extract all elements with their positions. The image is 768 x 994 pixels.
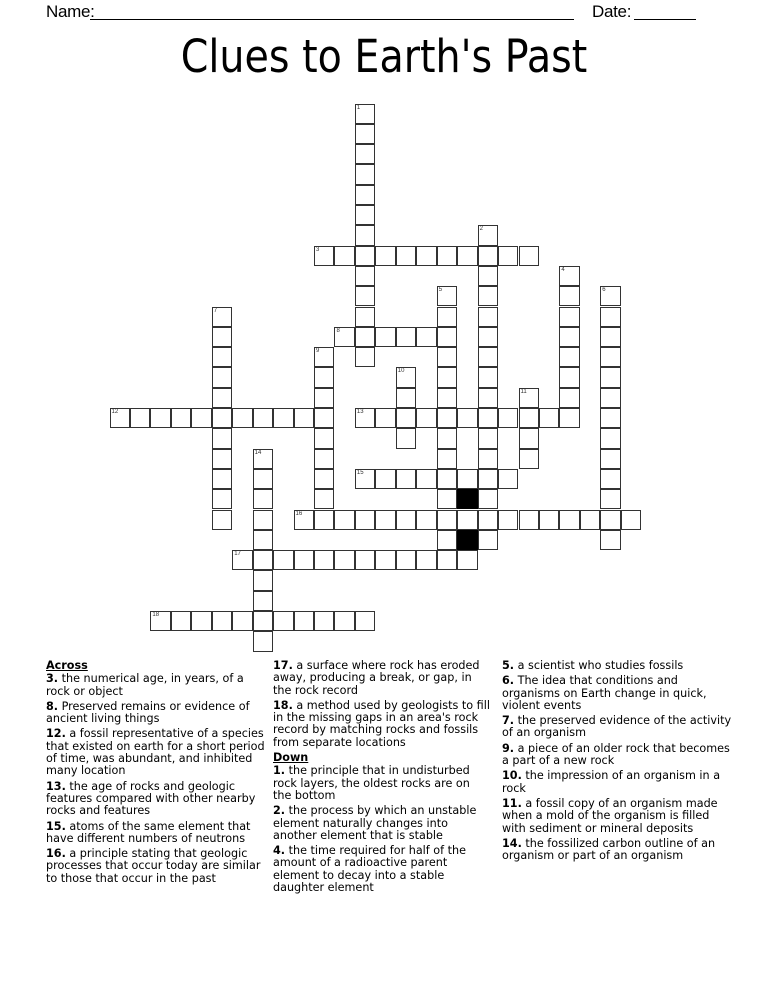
grid-cell[interactable]: [478, 286, 498, 306]
grid-cell[interactable]: [253, 469, 273, 489]
grid-cell[interactable]: [314, 489, 334, 509]
grid-cell[interactable]: [212, 489, 232, 509]
grid-cell[interactable]: [498, 510, 518, 530]
grid-cell[interactable]: [457, 510, 477, 530]
grid-cell[interactable]: [580, 510, 600, 530]
grid-cell[interactable]: [437, 408, 457, 428]
grid-cell[interactable]: [600, 307, 620, 327]
grid-cell[interactable]: [478, 469, 498, 489]
page-title: Clues to Earth's Past: [180, 30, 588, 83]
grid-cell[interactable]: [334, 550, 354, 570]
grid-cell[interactable]: [375, 408, 395, 428]
grid-cell[interactable]: [375, 327, 395, 347]
clue-down: 4. the time required for half of the amount of a radioactive parent element to decay into a stable daughter element: [273, 844, 466, 895]
grid-cell[interactable]: [396, 510, 416, 530]
grid-cell[interactable]: [437, 489, 457, 509]
grid-cell[interactable]: [314, 550, 334, 570]
grid-cell[interactable]: [375, 246, 395, 266]
grid-cell[interactable]: [559, 510, 579, 530]
clue-number-label: 12: [111, 409, 119, 415]
grid-cell[interactable]: [478, 489, 498, 509]
clue-number-label: 13: [356, 409, 364, 415]
clue-number-label: 4: [561, 266, 565, 273]
grid-cell[interactable]: [171, 408, 191, 428]
clue-across: 18. a method used by geologists to fill in the missing gaps in an area's rock record by matching rocks and fossils from separate locations: [273, 698, 490, 749]
grid-cell[interactable]: [416, 408, 436, 428]
clue-number-label: 15: [356, 469, 364, 476]
grid-cell[interactable]: [253, 449, 273, 469]
grid-cell[interactable]: [191, 611, 211, 631]
grid-cell[interactable]: [314, 347, 334, 367]
grid-cell[interactable]: [396, 246, 416, 266]
grid-cell[interactable]: [416, 510, 436, 530]
grid-cell[interactable]: [478, 347, 498, 367]
grid-cell[interactable]: [416, 550, 436, 570]
grid-cell[interactable]: [437, 367, 457, 387]
grid-cell[interactable]: [559, 266, 579, 286]
clue-number-label: 8: [336, 327, 340, 334]
clue-number-label: 3: [316, 246, 320, 253]
grid-cell[interactable]: [150, 408, 170, 428]
grid-cell[interactable]: [212, 307, 232, 327]
grid-cell[interactable]: [355, 185, 375, 205]
grid-cell[interactable]: [498, 408, 518, 428]
grid-cell[interactable]: [253, 510, 273, 530]
grid-cell[interactable]: [600, 489, 620, 509]
grid-cell[interactable]: [600, 367, 620, 387]
clues-column-2: [273, 660, 491, 897]
clue-down: 1. the principle that in undisturbed rock layers, the oldest rocks are on the bottom: [273, 764, 470, 802]
grid-cell[interactable]: [437, 428, 457, 448]
grid-cell[interactable]: [273, 408, 293, 428]
grid-cell[interactable]: [600, 530, 620, 550]
grid-cell[interactable]: [294, 550, 314, 570]
grid-cell[interactable]: [253, 530, 273, 550]
grid-cell[interactable]: [212, 388, 232, 408]
grid-cell[interactable]: [212, 449, 232, 469]
grid-cell[interactable]: [334, 327, 354, 347]
grid-cell[interactable]: [253, 408, 273, 428]
grid-cell[interactable]: [355, 327, 375, 347]
clue-down: 2. the process by which an unstable element naturally changes into another element that is stable: [273, 804, 477, 842]
grid-cell[interactable]: [559, 408, 579, 428]
grid-cell[interactable]: [232, 550, 252, 570]
grid-cell[interactable]: [355, 246, 375, 266]
down-heading: Down: [273, 751, 309, 765]
grid-cell[interactable]: [232, 408, 252, 428]
clue-number-label: 9: [316, 348, 320, 355]
grid-cell[interactable]: [600, 449, 620, 469]
grid-cell[interactable]: [130, 408, 150, 428]
grid-cell[interactable]: [600, 327, 620, 347]
grid-cell[interactable]: [355, 307, 375, 327]
grid-cell[interactable]: [478, 307, 498, 327]
grid-cell[interactable]: [478, 266, 498, 286]
clue-across: 15. atoms of the same element that have different numbers of neutrons: [46, 819, 251, 845]
grid-cell[interactable]: [314, 469, 334, 489]
grid-cell[interactable]: [294, 408, 314, 428]
grid-cell[interactable]: [437, 530, 457, 550]
grid-cell[interactable]: [559, 367, 579, 387]
clues-column-3: [502, 660, 734, 865]
grid-cell[interactable]: [212, 611, 232, 631]
grid-cell[interactable]: [416, 469, 436, 489]
grid-cell[interactable]: [355, 144, 375, 164]
grid-cell[interactable]: [600, 510, 620, 530]
grid-cell[interactable]: [559, 286, 579, 306]
grid-cell[interactable]: [273, 550, 293, 570]
grid-cell[interactable]: [375, 510, 395, 530]
grid-cell[interactable]: [396, 408, 416, 428]
grid-cell[interactable]: [253, 611, 273, 631]
grid-cell[interactable]: [539, 408, 559, 428]
grid-cell[interactable]: [559, 347, 579, 367]
grid-cell[interactable]: [600, 347, 620, 367]
grid-cell[interactable]: [294, 611, 314, 631]
grid-cell[interactable]: [457, 469, 477, 489]
grid-cell[interactable]: [478, 246, 498, 266]
grid-cell[interactable]: [314, 367, 334, 387]
grid-cell[interactable]: [396, 327, 416, 347]
grid-cell[interactable]: [191, 408, 211, 428]
grid-cell[interactable]: [396, 469, 416, 489]
clue-down: 10. the impression of an organism in a rock: [502, 769, 721, 795]
clue-number-label: 10: [397, 368, 405, 375]
grid-cell[interactable]: [519, 510, 539, 530]
grid-cell[interactable]: [457, 408, 477, 428]
grid-cell[interactable]: [396, 550, 416, 570]
grid-cell[interactable]: [314, 611, 334, 631]
grid-cell[interactable]: [498, 246, 518, 266]
grid-cell[interactable]: [355, 550, 375, 570]
grid-cell[interactable]: [437, 510, 457, 530]
grid-cell[interactable]: [212, 347, 232, 367]
clue-number-label: 5: [438, 287, 443, 294]
grid-cell[interactable]: [253, 591, 273, 611]
clue-across: 16. a principle stating that geologic processes that occur today are similar to those that occur in the past: [46, 847, 261, 885]
grid-cell[interactable]: [355, 124, 375, 144]
clue-across: 12. a fossil representative of a species that existed on earth for a short period of time, was abundant, and inhibited many location: [46, 727, 265, 778]
grid-cell[interactable]: [314, 449, 334, 469]
name-label: Name:: [46, 2, 95, 21]
clue-down: 14. the fossilized carbon outline of an organism or part of an organism: [502, 836, 716, 863]
grid-cell[interactable]: [437, 246, 457, 266]
grid-cell[interactable]: [437, 307, 457, 327]
clue-number-label: 14: [254, 449, 262, 456]
grid-cell[interactable]: [437, 327, 457, 347]
grid-cell[interactable]: [600, 408, 620, 428]
grid-cell[interactable]: [273, 611, 293, 631]
grid-cell[interactable]: [334, 246, 354, 266]
grid-cell[interactable]: [212, 367, 232, 387]
grid-cell[interactable]: [314, 428, 334, 448]
grid-cell[interactable]: [253, 631, 273, 651]
grid-cell[interactable]: [519, 246, 539, 266]
grid-cell[interactable]: [232, 611, 252, 631]
grid-cell[interactable]: [437, 449, 457, 469]
clue-down: 11. a fossil copy of an organism made when a mold of the organism is filled with sediment or mineral deposits: [502, 796, 718, 835]
grid-cell[interactable]: [355, 286, 375, 306]
grid-cell[interactable]: [437, 286, 457, 306]
grid-cell[interactable]: [600, 469, 620, 489]
grid-cell[interactable]: [396, 428, 416, 448]
grid-cell[interactable]: [519, 388, 539, 408]
grid-cell[interactable]: [478, 530, 498, 550]
grid-cell[interactable]: [498, 469, 518, 489]
grid-cell[interactable]: [396, 367, 416, 387]
grid-cell[interactable]: [478, 449, 498, 469]
clue-down: 7. the preserved evidence of the activity of an organism: [502, 714, 732, 740]
grid-cell[interactable]: [355, 469, 375, 489]
grid-cell[interactable]: [355, 225, 375, 245]
grid-cell[interactable]: [396, 388, 416, 408]
clue-across: 8. Preserved remains or evidence of ancient living things: [46, 699, 250, 726]
grid-cell[interactable]: [171, 611, 191, 631]
grid-cell[interactable]: [437, 469, 457, 489]
grid-cell[interactable]: [478, 388, 498, 408]
grid-cell[interactable]: [355, 164, 375, 184]
grid-cell[interactable]: [253, 489, 273, 509]
grid-cell[interactable]: [600, 286, 620, 306]
grid-cell[interactable]: [478, 510, 498, 530]
grid-cell[interactable]: [621, 510, 641, 530]
grid-cell[interactable]: [355, 104, 375, 124]
clues-column-1: [46, 660, 268, 888]
grid-cell[interactable]: [314, 510, 334, 530]
clue-number-label: 11: [520, 388, 527, 395]
grid-cell[interactable]: [212, 408, 232, 428]
clue-down: 9. a piece of an older rock that becomes a part of a new rock: [502, 741, 730, 768]
grid-cell[interactable]: [457, 246, 477, 266]
grid-cell[interactable]: [478, 367, 498, 387]
clue-across: 3. the numerical age, in years, of a rock or object: [46, 672, 244, 698]
grid-cell[interactable]: [478, 327, 498, 347]
grid-cell[interactable]: [334, 611, 354, 631]
grid-cell[interactable]: [314, 246, 334, 266]
grid-cell[interactable]: [294, 510, 314, 530]
clue-across: 13. the age of rocks and geologic features compared with other nearby rocks and features: [46, 779, 256, 818]
grid-cell[interactable]: [437, 388, 457, 408]
clue-number-label: 17: [234, 551, 241, 558]
grid-cell[interactable]: [437, 550, 457, 570]
clue-number-label: 7: [213, 307, 218, 314]
grid-cell[interactable]: [600, 388, 620, 408]
grid-cell[interactable]: [212, 428, 232, 448]
grid-cell[interactable]: [375, 469, 395, 489]
black-square: [457, 530, 477, 550]
grid-cell[interactable]: [355, 510, 375, 530]
grid-cell[interactable]: [457, 550, 477, 570]
grid-cell[interactable]: [355, 611, 375, 631]
clue-number-label: 2: [479, 226, 483, 233]
clue-down: 5. a scientist who studies fossils: [502, 659, 684, 672]
grid-cell[interactable]: [478, 225, 498, 245]
date-label: Date:: [592, 2, 632, 21]
grid-cell[interactable]: [355, 347, 375, 367]
grid-cell[interactable]: [375, 550, 395, 570]
grid-cell[interactable]: [478, 408, 498, 428]
grid-cell[interactable]: [559, 388, 579, 408]
grid-cell[interactable]: [314, 388, 334, 408]
grid-cell[interactable]: [355, 205, 375, 225]
grid-cell[interactable]: [150, 611, 170, 631]
grid-cell[interactable]: [253, 570, 273, 590]
grid-cell[interactable]: [559, 327, 579, 347]
grid-cell[interactable]: [416, 327, 436, 347]
grid-cell[interactable]: [212, 327, 232, 347]
grid-cell[interactable]: [519, 408, 539, 428]
grid-cell[interactable]: [539, 510, 559, 530]
black-square: [457, 489, 477, 509]
across-heading: Across: [46, 659, 88, 672]
grid-cell[interactable]: [600, 428, 620, 448]
grid-cell[interactable]: [416, 246, 436, 266]
clue-across: 17. a surface where rock has eroded away, producing a break, or gap, in the rock record: [273, 659, 480, 697]
grid-cell[interactable]: [519, 428, 539, 448]
grid-cell[interactable]: [478, 428, 498, 448]
clue-down: 6. The idea that conditions and organisms on Earth change in quick, violent events: [502, 674, 707, 712]
clue-number-label: 6: [602, 287, 606, 294]
clue-number-label: 16: [295, 510, 303, 517]
clue-number-label: 1: [356, 104, 361, 111]
grid-cell[interactable]: [110, 408, 130, 428]
grid-cell[interactable]: [212, 469, 232, 489]
grid-cell[interactable]: [437, 347, 457, 367]
grid-cell[interactable]: [334, 510, 354, 530]
grid-cell[interactable]: [212, 510, 232, 530]
clue-number-label: 18: [152, 612, 160, 618]
grid-cell[interactable]: [355, 266, 375, 286]
grid-cell[interactable]: [559, 307, 579, 327]
grid-cell[interactable]: [314, 408, 334, 428]
grid-cell[interactable]: [253, 550, 273, 570]
grid-cell[interactable]: [355, 408, 375, 428]
grid-cell[interactable]: [519, 449, 539, 469]
